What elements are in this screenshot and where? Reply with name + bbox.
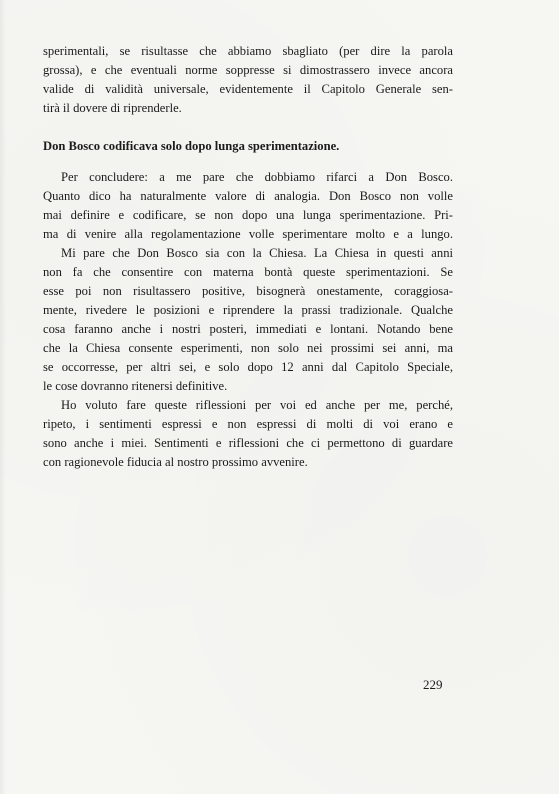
- text-line: Per concludere: a me pare che dobbiamo rifarci a Don Bosco.: [61, 170, 453, 184]
- section-heading: Don Bosco codificava solo dopo lunga sperimentazione.: [43, 139, 340, 153]
- paragraph-1: [43, 42, 453, 118]
- text-line: mente, rivedere le posizioni e riprendere la prassi tradizionale. Qualche: [43, 303, 453, 317]
- text-line: se occorresse, per altri sei, e solo dopo 12 anni dal Capitolo Speciale,: [43, 360, 453, 374]
- text-line: mai definire e codificare, se non dopo una lunga sperimentazione. Pri-: [43, 208, 453, 222]
- text-line: esse poi non risultassero positive, bisognerà onestamente, coraggiosa-: [43, 284, 453, 298]
- text-line: ripeto, i sentimenti espressi e non espressi di molti di voi erano e: [43, 417, 453, 431]
- text-line: non fa che consentire con materna bontà queste sperimentazioni. Se: [43, 265, 453, 279]
- text-line: Quanto dico ha naturalmente valore di analogia. Don Bosco non volle: [43, 189, 453, 203]
- text-line: Mi pare che Don Bosco sia con la Chiesa. La Chiesa in questi anni: [61, 246, 453, 260]
- text-line: ma di venire alla regolamentazione volle sperimentare molto e a lungo.: [43, 227, 453, 241]
- text-line: cosa faranno anche i nostri posteri, immediati e lontani. Notando bene: [43, 322, 453, 336]
- page-edge-shadow: [0, 0, 6, 794]
- text-line: grossa), e che eventuali norme soppresse si dimostrassero invece ancora: [43, 63, 453, 77]
- text-line: le cose dovranno ritenersi definitive.: [43, 379, 228, 393]
- text-line: sperimentali, se risultasse che abbiamo sbagliato (per dire la parola: [43, 44, 453, 58]
- paragraph-3: [43, 244, 453, 396]
- text-line: valide di validità universale, evidentemente il Capitolo Generale sen-: [43, 82, 453, 96]
- page-number: 229: [423, 677, 443, 692]
- paragraph-4: [43, 396, 453, 472]
- text-line: con ragionevole fiducia al nostro prossimo avvenire.: [43, 455, 308, 469]
- text-line: Ho voluto fare queste riflessioni per voi ed anche per me, perché,: [61, 398, 453, 412]
- text-body: [43, 42, 453, 472]
- paragraph-2: [43, 168, 453, 244]
- text-line: che la Chiesa consente esperimenti, non solo nei prossimi sei anni, ma: [43, 341, 453, 355]
- text-line: tirà il dovere di riprenderle.: [43, 101, 182, 115]
- text-line: sono anche i miei. Sentimenti e riflessioni che ci permettono di guardare: [43, 436, 453, 450]
